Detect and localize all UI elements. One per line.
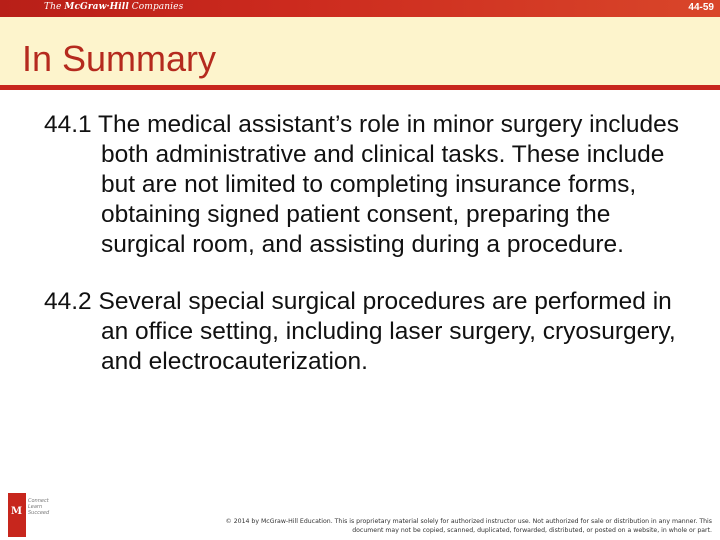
title-divider <box>0 85 720 90</box>
brand-suffix: Companies <box>128 2 184 12</box>
logo-mark: M <box>11 506 23 517</box>
summary-item-44-1: 44.1 The medical assistant’s role in minor surgery includes both administrative and clinical tasks. These include but are not limited to completing insurance forms, obtaining signed patient consent, preparing the surgical room, and assisting during a procedure. <box>44 111 680 258</box>
summary-item-44-2: 44.2 Several special surgical procedures are performed in an office setting, including laser surgery, cryosurgery, and electrocauterization. <box>44 288 676 375</box>
slide-number: 44-59 <box>688 2 714 13</box>
mcgraw-hill-logo <box>8 493 56 537</box>
publisher-brand <box>44 2 183 12</box>
brand-name: McGraw·Hill <box>64 2 129 12</box>
brand-prefix: The <box>44 2 65 12</box>
slide-title: In Summary <box>22 38 217 79</box>
logo-tagline: Connect Learn Succeed <box>28 498 50 516</box>
logo-box <box>8 493 26 537</box>
top-header-bar <box>0 0 720 17</box>
summary-list <box>44 110 694 404</box>
copyright-notice: © 2014 by McGraw-Hill Education. This is proprietary material solely for authorized instructor use. Not authorized for sale or distribution in any manner. This document may not be copied, scanned, duplicated, forwarded, distributed, or posted on a website, in whole or part. <box>225 518 712 534</box>
